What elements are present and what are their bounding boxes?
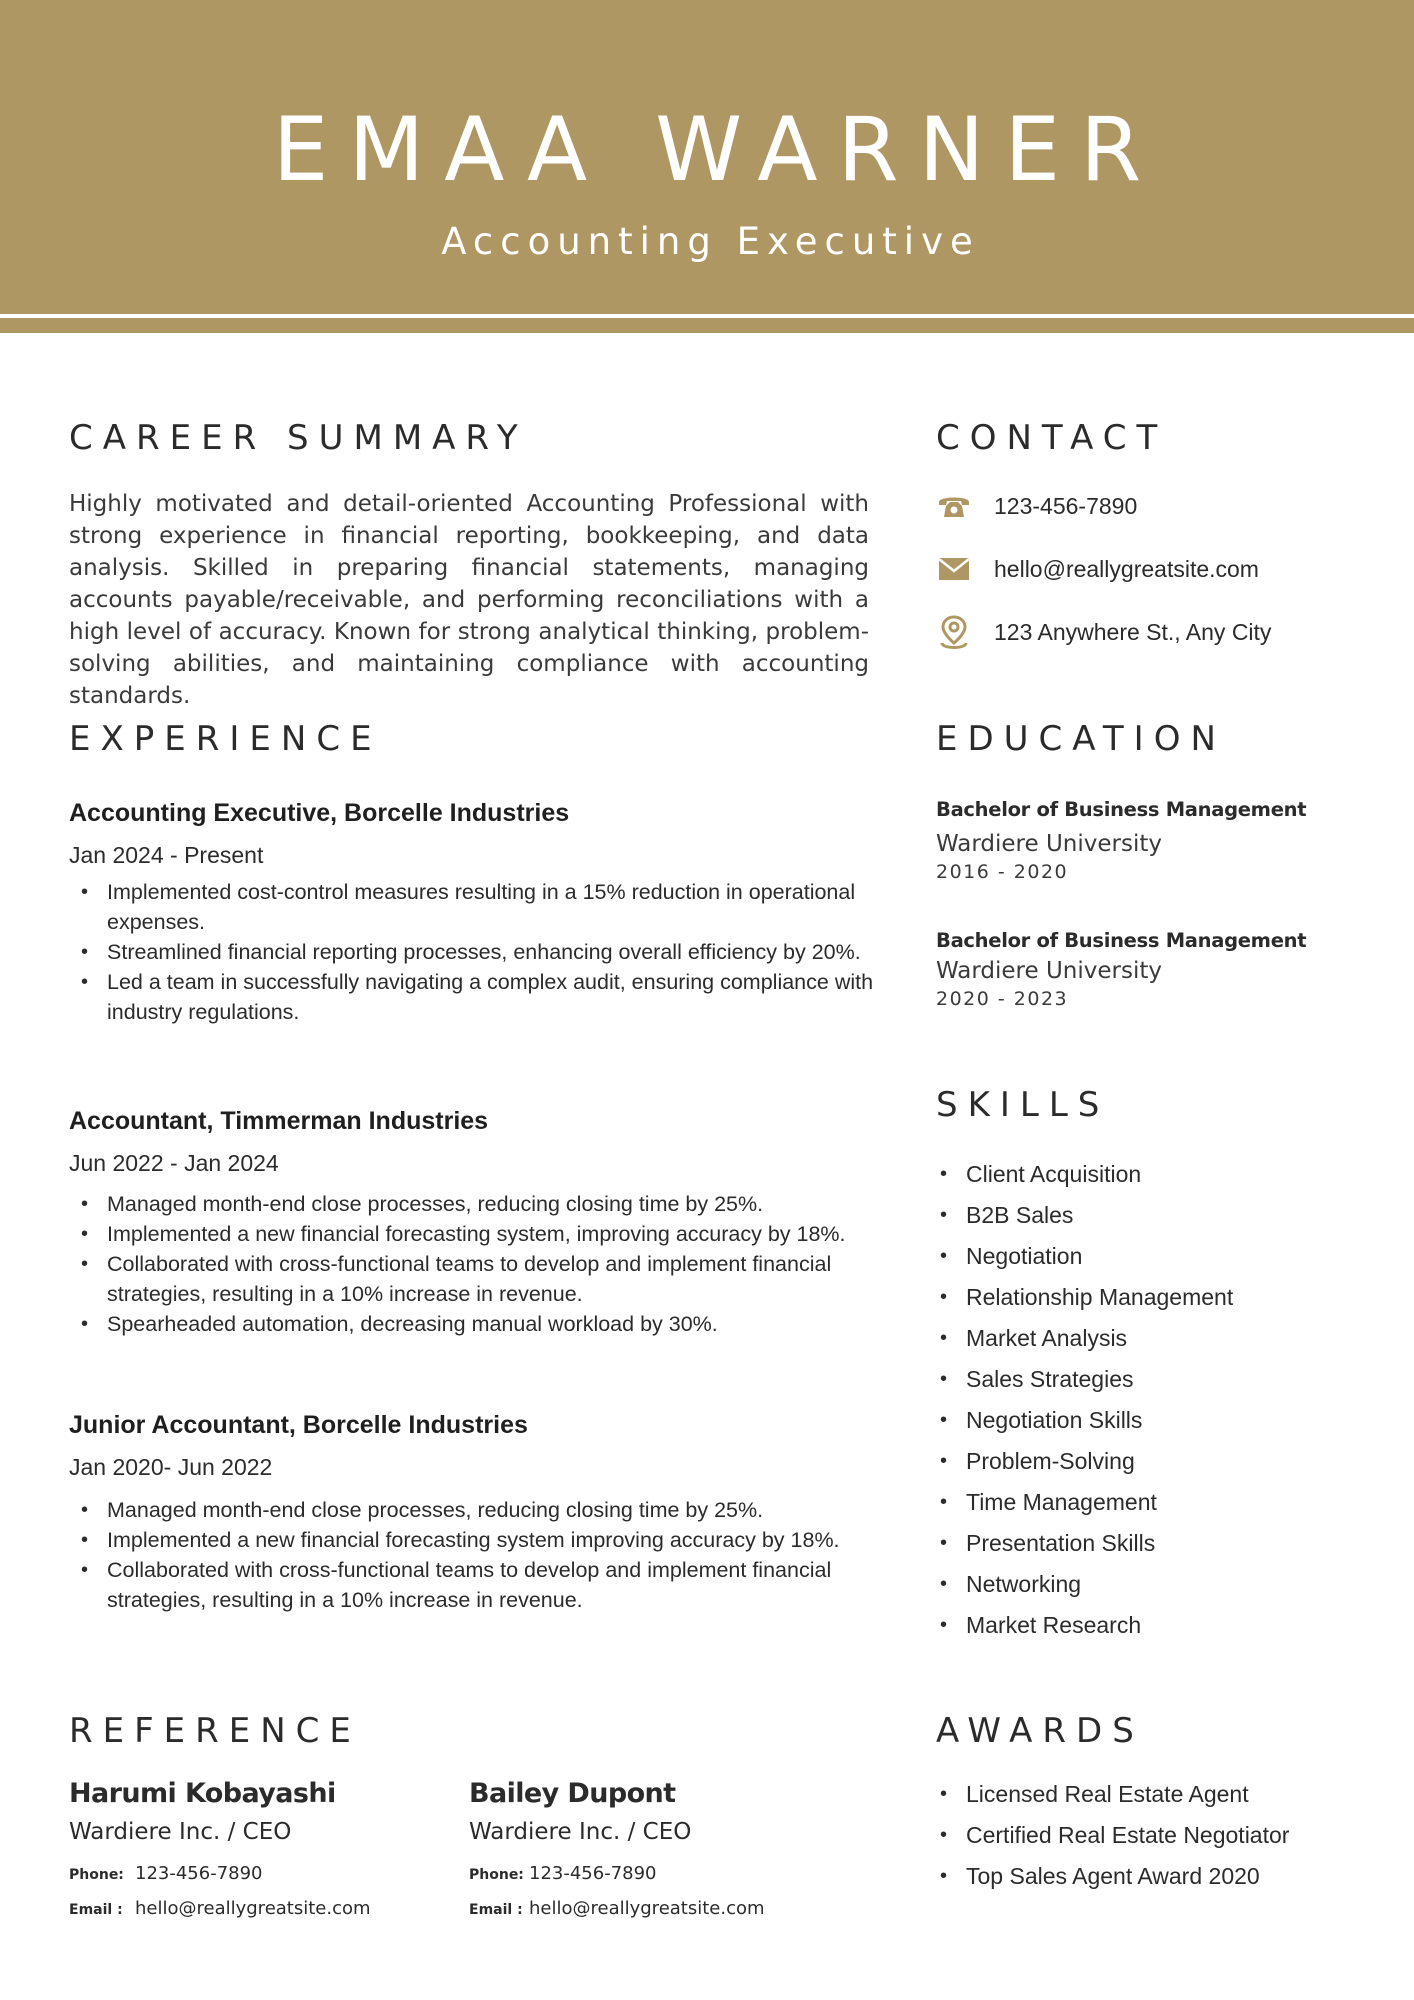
job-dates: Jun 2022 - Jan 2024 (69, 1150, 279, 1176)
skill-item: • Time Management (966, 1486, 1233, 1527)
job-bullet: • Implemented a new financial forecasting system improving accuracy by 18%. (107, 1525, 879, 1555)
reference-entry (469, 1778, 849, 1919)
reference-email-row (469, 1898, 849, 1919)
reference-phone: 123-456-7890 (529, 1863, 657, 1884)
reference-phone-label: Phone: (469, 1867, 524, 1883)
phone-icon (936, 488, 972, 524)
job-bullet: • Managed month-end close processes, reducing closing time by 25%. (107, 1495, 879, 1525)
job-bullet: • Led a team in successfully navigating a complex audit, ensuring compliance with industry regulations. (107, 967, 879, 1027)
job-bullet: • Collaborated with cross-functional teams to develop and implement financial strategies, resulting in a 10% increase in revenue. (107, 1555, 879, 1615)
career-summary-heading: CAREER SUMMARY (69, 418, 528, 458)
reference-name: Harumi Kobayashi (69, 1778, 336, 1809)
reference-company: Wardiere Inc. / CEO (69, 1819, 292, 1845)
contact-address-text: 123 Anywhere St., Any City (994, 618, 1272, 645)
job-bullet: • Implemented cost-control measures resulting in a 15% reduction in operational expenses. (107, 877, 879, 937)
reference-email: hello@reallygreatsite.com (135, 1898, 371, 1919)
contact-email-text: hello@reallygreatsite.com (994, 555, 1259, 582)
reference-entry (69, 1778, 449, 1919)
skill-item: • Market Analysis (966, 1322, 1233, 1363)
job-role: Junior Accountant, Borcelle Industries (69, 1411, 528, 1439)
reference-name: Bailey Dupont (469, 1778, 676, 1809)
job-role: Accounting Executive, Borcelle Industries (69, 799, 570, 827)
awards-list (966, 1778, 1289, 1901)
education-years: 2016 - 2020 (936, 861, 1069, 883)
job-bullets (69, 877, 879, 1027)
job-bullets (69, 1495, 879, 1615)
award-item: • Top Sales Agent Award 2020 (966, 1860, 1289, 1901)
skill-item: • B2B Sales (966, 1199, 1233, 1240)
skill-item: • Presentation Skills (966, 1527, 1233, 1568)
email-icon (936, 551, 972, 587)
skills-list (966, 1158, 1233, 1650)
contact-address (936, 614, 1271, 650)
skill-item: • Negotiation (966, 1240, 1233, 1281)
reference-email-row (69, 1898, 449, 1919)
skill-item: • Relationship Management (966, 1281, 1233, 1322)
job-dates: Jan 2020- Jun 2022 (69, 1454, 273, 1480)
experience-heading: EXPERIENCE (69, 719, 382, 759)
education-school: Wardiere University (936, 831, 1162, 857)
skill-item: • Sales Strategies (966, 1363, 1233, 1404)
contact-phone-text: 123-456-7890 (994, 492, 1138, 519)
reference-email-label: Email : (469, 1902, 523, 1918)
job-bullet: • Streamlined financial reporting processes, enhancing overall efficiency by 20%. (107, 937, 879, 967)
job-bullet: • Implemented a new financial forecasting system, improving accuracy by 18%. (107, 1219, 879, 1249)
skills-heading: SKILLS (936, 1085, 1110, 1125)
location-icon (936, 614, 972, 650)
education-degree: Bachelor of Business Management (936, 798, 1307, 821)
reference-email-label: Email : (69, 1902, 123, 1918)
job-role: Accountant, Timmerman Industries (69, 1107, 489, 1135)
job-bullet: • Spearheaded automation, decreasing manual workload by 30%. (107, 1309, 879, 1339)
award-item: • Licensed Real Estate Agent (966, 1778, 1289, 1819)
education-school: Wardiere University (936, 958, 1162, 984)
skill-item: • Negotiation Skills (966, 1404, 1233, 1445)
education-heading: EDUCATION (936, 719, 1226, 759)
contact-heading: CONTACT (936, 418, 1168, 458)
reference-phone-label: Phone: (69, 1867, 124, 1883)
experience-entry (69, 1107, 879, 1339)
skill-item: • Client Acquisition (966, 1158, 1233, 1199)
skill-item: • Market Research (966, 1609, 1233, 1650)
reference-company: Wardiere Inc. / CEO (469, 1819, 692, 1845)
awards-heading: AWARDS (936, 1711, 1144, 1751)
education-degree: Bachelor of Business Management (936, 929, 1307, 952)
candidate-name: EMAA WARNER (272, 98, 1162, 201)
header-divider (0, 314, 1414, 318)
reference-email: hello@reallygreatsite.com (529, 1898, 765, 1919)
reference-phone: 123-456-7890 (135, 1863, 263, 1884)
skill-item: • Networking (966, 1568, 1233, 1609)
job-bullets (69, 1189, 879, 1339)
education-entry (936, 929, 1356, 1010)
job-bullet: • Managed month-end close processes, reducing closing time by 25%. (107, 1189, 879, 1219)
contact-phone (936, 488, 1137, 524)
experience-entry (69, 799, 879, 1027)
skill-item: • Problem-Solving (966, 1445, 1233, 1486)
experience-entry (69, 1411, 879, 1615)
reference-phone-row (469, 1863, 849, 1884)
header-banner (0, 0, 1414, 333)
candidate-title: Accounting Executive (441, 220, 980, 263)
education-years: 2020 - 2023 (936, 988, 1069, 1010)
career-summary-text: Highly motivated and detail-oriented Accounting Professional with strong experience in financial reporting, bookkeeping, and data analysis. Skilled in preparing financial statements, managing accounts payable/receivable, and performing reconciliations with a high level of accuracy. Known for strong analytical thinking, problem-solving abilities, and maintaining compliance with accounting standards. (69, 491, 869, 709)
education-entry (936, 798, 1356, 883)
job-bullet: • Collaborated with cross-functional teams to develop and implement financial strategies, resulting in a 10% increase in revenue. (107, 1249, 879, 1309)
job-dates: Jan 2024 - Present (69, 842, 264, 868)
contact-email (936, 551, 1259, 587)
reference-phone-row (69, 1863, 449, 1884)
award-item: • Certified Real Estate Negotiator (966, 1819, 1289, 1860)
reference-heading: REFERENCE (69, 1711, 361, 1751)
